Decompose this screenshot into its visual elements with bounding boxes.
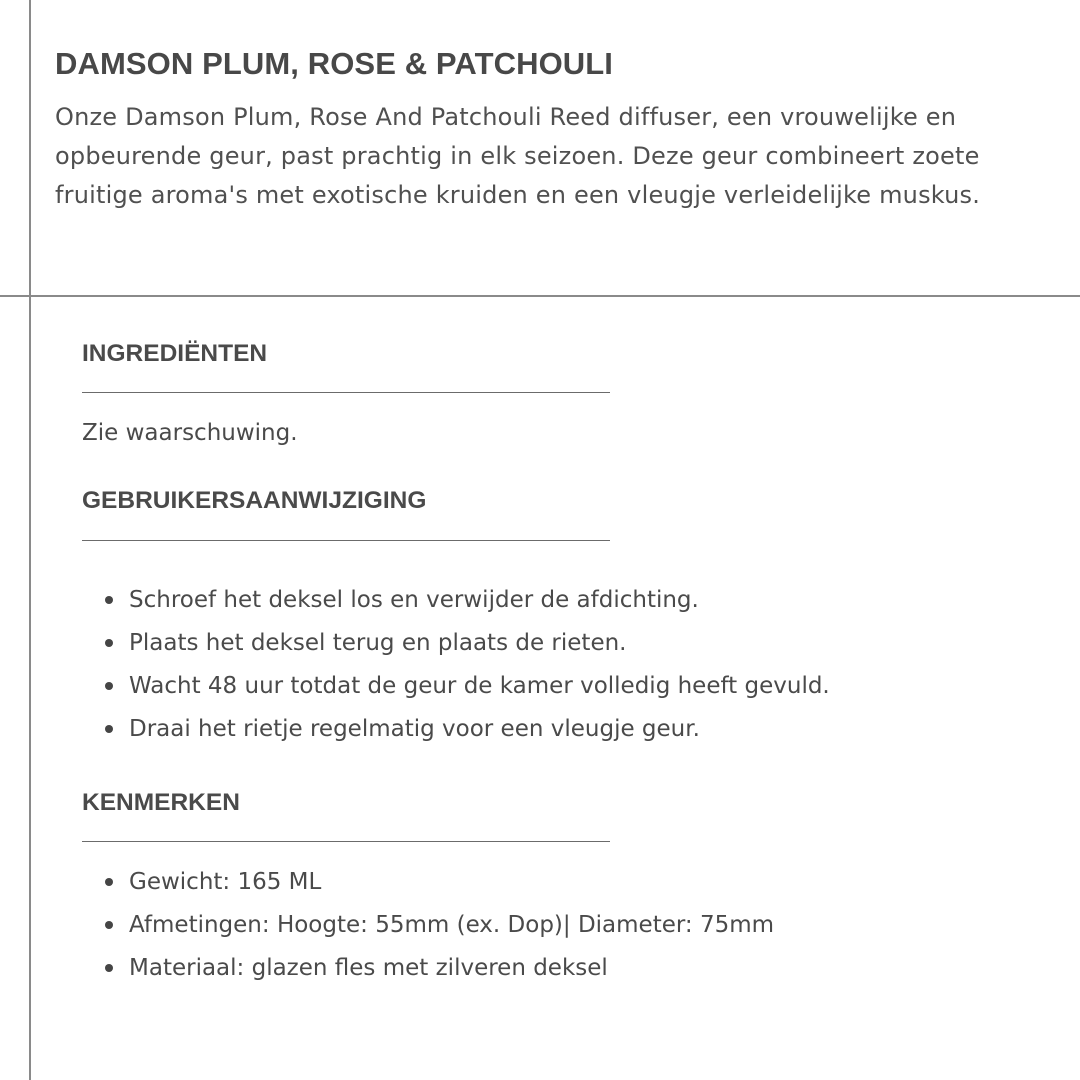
bullet-icon xyxy=(105,878,113,886)
ingredients-text: Zie waarschuwing. xyxy=(82,420,298,446)
feature-item xyxy=(82,910,774,953)
product-title: DAMSON PLUM, ROSE & PATCHOULI xyxy=(55,46,614,81)
bullet-icon xyxy=(105,682,113,690)
bullet-icon xyxy=(105,725,113,733)
product-intro xyxy=(55,42,1055,215)
usage-item xyxy=(82,714,830,757)
feature-item xyxy=(82,867,774,910)
bullet-icon xyxy=(105,964,113,972)
features-rule xyxy=(82,841,610,842)
feature-item-text: Gewicht: 165 ML xyxy=(129,869,322,895)
features-list xyxy=(82,867,774,996)
product-description: Onze Damson Plum, Rose And Patchouli Reed diffuser, een vrouwelijke en opbeurende geur, past prachtig in elk seizoen. Deze geur combineert zoete fruitige aroma's met exotische kruiden en een vleugje verleidelijke muskus. xyxy=(55,103,981,209)
features-heading: KENMERKEN xyxy=(82,789,240,816)
bullet-icon xyxy=(105,596,113,604)
usage-list xyxy=(82,585,830,757)
usage-item-text: Plaats het deksel terug en plaats de rieten. xyxy=(129,630,627,656)
horizontal-divider xyxy=(0,295,1080,297)
feature-item-text: Afmetingen: Hoogte: 55mm (ex. Dop)| Diameter: 75mm xyxy=(129,912,775,938)
usage-item-text: Wacht 48 uur totdat de geur de kamer volledig heeft gevuld. xyxy=(129,673,830,699)
bullet-icon xyxy=(105,639,113,647)
usage-item-text: Schroef het deksel los en verwijder de afdichting. xyxy=(129,587,699,613)
feature-item xyxy=(82,953,774,996)
bullet-icon xyxy=(105,921,113,929)
usage-item xyxy=(82,628,830,671)
usage-item xyxy=(82,585,830,628)
vertical-divider xyxy=(29,0,31,1080)
usage-item xyxy=(82,671,830,714)
ingredients-heading: INGREDIËNTEN xyxy=(82,340,268,367)
usage-heading: GEBRUIKERSAANWIJZIGING xyxy=(82,487,427,514)
ingredients-rule xyxy=(82,392,610,393)
feature-item-text: Materiaal: glazen fles met zilveren deksel xyxy=(129,955,608,981)
usage-item-text: Draai het rietje regelmatig voor een vleugje geur. xyxy=(129,716,700,742)
usage-rule xyxy=(82,540,610,541)
